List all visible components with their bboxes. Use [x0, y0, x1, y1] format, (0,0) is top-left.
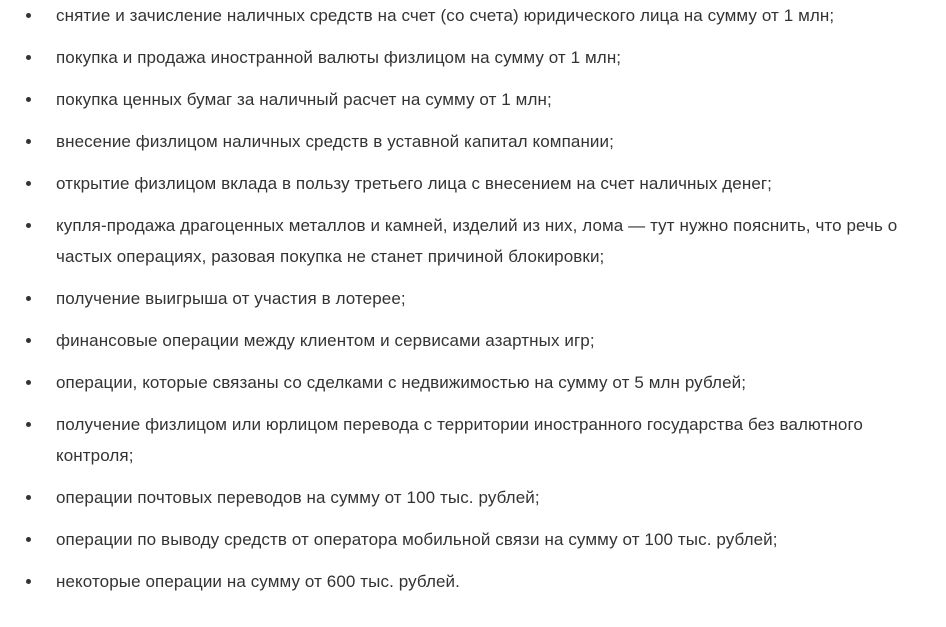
list-item-text: операции, которые связаны со сделками с недвижимостью на сумму от 5 млн рублей;: [56, 373, 747, 392]
bullet-icon: [26, 380, 31, 385]
list-item-text: открытие физлицом вклада в пользу третьего лица с внесением на счет наличных денег;: [56, 174, 773, 193]
bullet-icon: [26, 181, 31, 186]
list-item-text: получение физлицом или юрлицом перевода с территории иностранного государства без валютного контроля;: [56, 415, 863, 465]
list-item: [0, 409, 906, 471]
list-item: [0, 566, 906, 597]
bullet-icon: [26, 223, 31, 228]
list-item: [0, 524, 906, 555]
list-item: [0, 84, 906, 115]
list-item: [0, 0, 906, 31]
list-item: [0, 168, 906, 199]
list-item-text: покупка ценных бумаг за наличный расчет на сумму от 1 млн;: [56, 90, 552, 109]
bullet-icon: [26, 338, 31, 343]
list-item-text: некоторые операции на сумму от 600 тыс. рублей.: [56, 572, 460, 591]
list-item-text: операции почтовых переводов на сумму от 100 тыс. рублей;: [56, 488, 540, 507]
bullet-icon: [26, 97, 31, 102]
list-item-text: получение выигрыша от участия в лотерее;: [56, 289, 406, 308]
bullet-icon: [26, 139, 31, 144]
bullet-icon: [26, 13, 31, 18]
list-item: [0, 42, 906, 73]
list-item: [0, 482, 906, 513]
bullet-icon: [26, 296, 31, 301]
list-item-text: купля-продажа драгоценных металлов и камней, изделий из них, лома — тут нужно пояснить, что речь о частых операциях, разовая покупка не станет причиной блокировки;: [56, 216, 898, 266]
list-item-text: снятие и зачисление наличных средств на счет (со счета) юридического лица на сумму от 1 млн;: [56, 6, 835, 25]
list-item-text: операции по выводу средств от оператора мобильной связи на сумму от 100 тыс. рублей;: [56, 530, 778, 549]
bullet-icon: [26, 55, 31, 60]
list-item: [0, 210, 906, 272]
list-item-text: внесение физлицом наличных средств в уставной капитал компании;: [56, 132, 614, 151]
bullet-icon: [26, 422, 31, 427]
list-item: [0, 325, 906, 356]
bullet-icon: [26, 495, 31, 500]
bullet-icon: [26, 579, 31, 584]
list-item: [0, 367, 906, 398]
list-item-text: покупка и продажа иностранной валюты физлицом на сумму от 1 млн;: [56, 48, 622, 67]
list-item: [0, 283, 906, 314]
list-item: [0, 126, 906, 157]
bullet-icon: [26, 537, 31, 542]
list-item-text: финансовые операции между клиентом и сервисами азартных игр;: [56, 331, 595, 350]
